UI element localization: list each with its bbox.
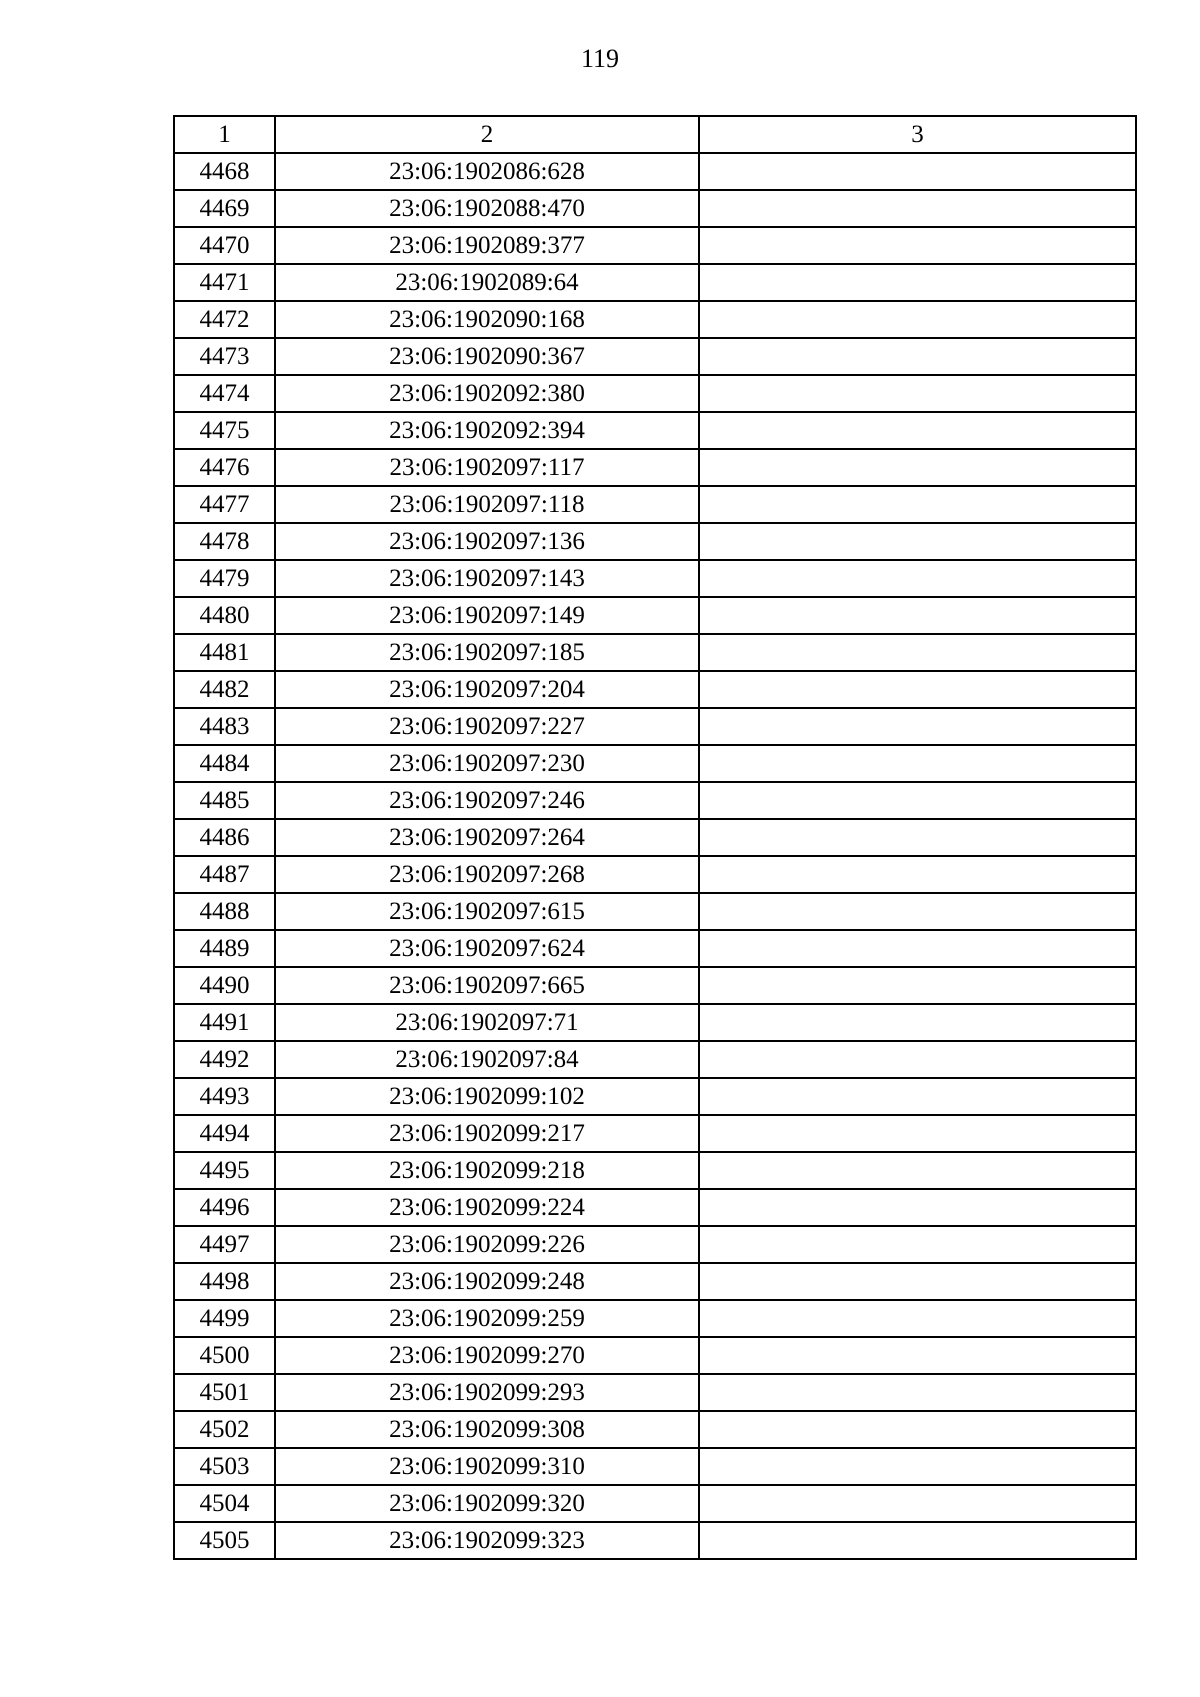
table-row [174,264,1136,301]
cadastral-number-cell: 23:06:1902097:624 [275,930,699,967]
table-row [174,782,1136,819]
note-cell [699,1152,1136,1189]
table-row [174,745,1136,782]
cadastral-number-cell: 23:06:1902092:394 [275,412,699,449]
cadastral-number-cell: 23:06:1902099:320 [275,1485,699,1522]
note-cell [699,745,1136,782]
cadastral-number-cell: 23:06:1902099:293 [275,1374,699,1411]
cadastral-number-cell: 23:06:1902097:264 [275,819,699,856]
note-cell [699,1189,1136,1226]
registry-table [173,115,1137,1560]
cadastral-number-cell: 23:06:1902097:246 [275,782,699,819]
cadastral-number-cell: 23:06:1902097:615 [275,893,699,930]
cadastral-number-cell: 23:06:1902099:217 [275,1115,699,1152]
note-cell [699,1004,1136,1041]
table-row [174,1263,1136,1300]
page-number: 119 [580,44,620,73]
cadastral-number-cell: 23:06:1902097:71 [275,1004,699,1041]
row-number-cell: 4496 [174,1189,275,1226]
row-number-cell: 4484 [174,745,275,782]
note-cell [699,375,1136,412]
cadastral-number-cell: 23:06:1902099:218 [275,1152,699,1189]
table-row [174,375,1136,412]
table-row [174,930,1136,967]
cadastral-number-cell: 23:06:1902097:117 [275,449,699,486]
cadastral-number-cell: 23:06:1902099:248 [275,1263,699,1300]
note-cell [699,1448,1136,1485]
note-cell [699,560,1136,597]
table-row [174,819,1136,856]
table-row [174,1226,1136,1263]
row-number-cell: 4477 [174,486,275,523]
table-row [174,634,1136,671]
note-cell [699,930,1136,967]
table-row [174,412,1136,449]
cadastral-number-cell: 23:06:1902090:367 [275,338,699,375]
row-number-cell: 4500 [174,1337,275,1374]
note-cell [699,1522,1136,1559]
cadastral-number-cell: 23:06:1902097:665 [275,967,699,1004]
table-row [174,1374,1136,1411]
note-cell [699,449,1136,486]
note-cell [699,486,1136,523]
cadastral-number-cell: 23:06:1902099:259 [275,1300,699,1337]
note-cell [699,153,1136,190]
cadastral-number-cell: 23:06:1902088:470 [275,190,699,227]
table-row [174,597,1136,634]
cadastral-number-cell: 23:06:1902097:143 [275,560,699,597]
row-number-cell: 4494 [174,1115,275,1152]
note-cell [699,967,1136,1004]
table-row [174,1189,1136,1226]
note-cell [699,301,1136,338]
cadastral-number-cell: 23:06:1902097:136 [275,523,699,560]
cadastral-number-cell: 23:06:1902097:118 [275,486,699,523]
note-cell [699,338,1136,375]
note-cell [699,227,1136,264]
header-cell-2: 2 [275,116,699,153]
row-number-cell: 4501 [174,1374,275,1411]
row-number-cell: 4483 [174,708,275,745]
table-row [174,1522,1136,1559]
note-cell [699,819,1136,856]
cadastral-number-cell: 23:06:1902099:308 [275,1411,699,1448]
row-number-cell: 4505 [174,1522,275,1559]
table-row [174,1300,1136,1337]
row-number-cell: 4474 [174,375,275,412]
note-cell [699,523,1136,560]
row-number-cell: 4493 [174,1078,275,1115]
table-row [174,1004,1136,1041]
row-number-cell: 4502 [174,1411,275,1448]
table-row [174,893,1136,930]
row-number-cell: 4482 [174,671,275,708]
note-cell [699,708,1136,745]
row-number-cell: 4497 [174,1226,275,1263]
row-number-cell: 4490 [174,967,275,1004]
row-number-cell: 4473 [174,338,275,375]
row-number-cell: 4492 [174,1041,275,1078]
table-row [174,1115,1136,1152]
cadastral-number-cell: 23:06:1902097:185 [275,634,699,671]
note-cell [699,1115,1136,1152]
table-row [174,967,1136,1004]
row-number-cell: 4495 [174,1152,275,1189]
table-row [174,1041,1136,1078]
cadastral-number-cell: 23:06:1902097:230 [275,745,699,782]
cadastral-number-cell: 23:06:1902097:268 [275,856,699,893]
table-row [174,338,1136,375]
note-cell [699,597,1136,634]
row-number-cell: 4479 [174,560,275,597]
cadastral-number-cell: 23:06:1902092:380 [275,375,699,412]
cadastral-number-cell: 23:06:1902097:149 [275,597,699,634]
row-number-cell: 4481 [174,634,275,671]
note-cell [699,856,1136,893]
table-row [174,190,1136,227]
cadastral-number-cell: 23:06:1902089:64 [275,264,699,301]
cadastral-number-cell: 23:06:1902099:226 [275,1226,699,1263]
table-row [174,1078,1136,1115]
cadastral-number-cell: 23:06:1902090:168 [275,301,699,338]
cadastral-number-cell: 23:06:1902099:102 [275,1078,699,1115]
row-number-cell: 4489 [174,930,275,967]
note-cell [699,1411,1136,1448]
header-row [174,116,1136,153]
row-number-cell: 4475 [174,412,275,449]
note-cell [699,1078,1136,1115]
table-row [174,1411,1136,1448]
table-row [174,523,1136,560]
cadastral-number-cell: 23:06:1902089:377 [275,227,699,264]
row-number-cell: 4472 [174,301,275,338]
row-number-cell: 4504 [174,1485,275,1522]
note-cell [699,1374,1136,1411]
table-row [174,1448,1136,1485]
note-cell [699,1041,1136,1078]
row-number-cell: 4476 [174,449,275,486]
note-cell [699,1337,1136,1374]
cadastral-number-cell: 23:06:1902097:204 [275,671,699,708]
header-cell-1: 1 [174,116,275,153]
row-number-cell: 4503 [174,1448,275,1485]
row-number-cell: 4486 [174,819,275,856]
cadastral-number-cell: 23:06:1902097:84 [275,1041,699,1078]
row-number-cell: 4488 [174,893,275,930]
table-row [174,1152,1136,1189]
table-row [174,449,1136,486]
note-cell [699,634,1136,671]
cadastral-number-cell: 23:06:1902099:310 [275,1448,699,1485]
table-row [174,301,1136,338]
table-row [174,227,1136,264]
table-row [174,708,1136,745]
header-cell-3: 3 [699,116,1136,153]
note-cell [699,782,1136,819]
table-row [174,1337,1136,1374]
note-cell [699,1263,1136,1300]
row-number-cell: 4485 [174,782,275,819]
table-body [174,153,1136,1559]
row-number-cell: 4480 [174,597,275,634]
row-number-cell: 4478 [174,523,275,560]
cadastral-number-cell: 23:06:1902086:628 [275,153,699,190]
table-row [174,1485,1136,1522]
note-cell [699,671,1136,708]
table-row [174,856,1136,893]
table-row [174,560,1136,597]
row-number-cell: 4468 [174,153,275,190]
note-cell [699,412,1136,449]
cadastral-number-cell: 23:06:1902099:323 [275,1522,699,1559]
row-number-cell: 4498 [174,1263,275,1300]
table-row [174,153,1136,190]
table-row [174,671,1136,708]
row-number-cell: 4487 [174,856,275,893]
note-cell [699,264,1136,301]
row-number-cell: 4491 [174,1004,275,1041]
cadastral-number-cell: 23:06:1902097:227 [275,708,699,745]
row-number-cell: 4499 [174,1300,275,1337]
row-number-cell: 4470 [174,227,275,264]
note-cell [699,190,1136,227]
note-cell [699,1300,1136,1337]
cadastral-number-cell: 23:06:1902099:224 [275,1189,699,1226]
table-header [174,116,1136,153]
note-cell [699,1485,1136,1522]
note-cell [699,1226,1136,1263]
cadastral-number-cell: 23:06:1902099:270 [275,1337,699,1374]
note-cell [699,893,1136,930]
table-row [174,486,1136,523]
row-number-cell: 4471 [174,264,275,301]
row-number-cell: 4469 [174,190,275,227]
